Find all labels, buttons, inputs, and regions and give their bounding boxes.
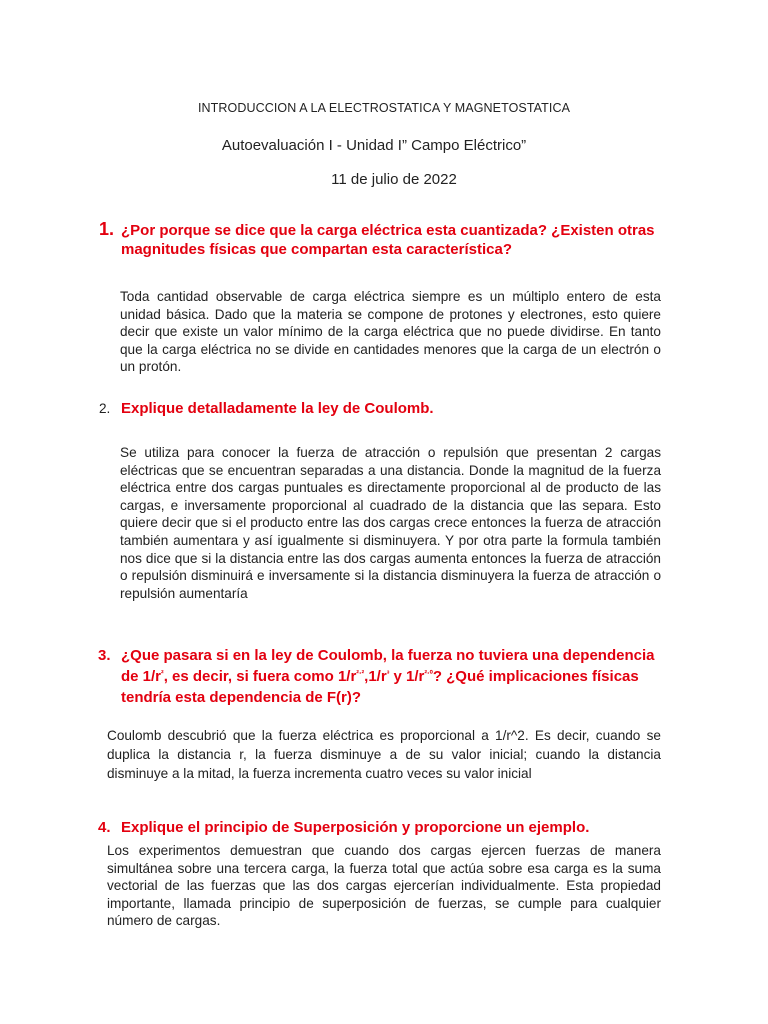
question-3-line-3: tendría esta dependencia de F(r)? bbox=[121, 689, 362, 706]
answer-2 bbox=[120, 444, 661, 602]
document-title: INTRODUCCION A LA ELECTROSTATICA Y MAGNETOSTATICA bbox=[197, 101, 571, 115]
answer-3 bbox=[107, 726, 661, 783]
question-1-text: ¿Por porque se dice que la carga eléctrica esta cuantizada? ¿Existen otras magnitudes físicas que compartan esta característica? bbox=[121, 222, 655, 258]
question-1 bbox=[99, 221, 681, 259]
answer-4 bbox=[107, 842, 661, 930]
question-2-text: Explique detalladamente la ley de Coulomb. bbox=[121, 400, 434, 417]
document-date: 11 de julio de 2022 bbox=[331, 171, 457, 188]
question-2 bbox=[99, 399, 681, 418]
answer-4-text: Los experimentos demuestran que cuando dos cargas ejercen fuerzas de manera simultánea sobre una tercera carga, la fuerza total que actúa sobre esa carga es la suma vectorial de las fuerzas que las dos cargas ejercerían individualmente. Esta propiedad importante, llamada principio de superposición de fuerzas, se cumple para cualquier número de cargas. bbox=[107, 843, 661, 929]
question-3-line-2: de $1/r^{^2}$, es decir, si fuera como $1/r^{^2\cdot^2},1/r^{^3}$ y $1/r^{^2\cdot^0}$? ¿Qué implicaciones físicas bbox=[121, 668, 639, 685]
question-3-number: 3. bbox=[98, 647, 111, 664]
answer-1 bbox=[120, 288, 661, 376]
question-4-number: 4. bbox=[98, 819, 111, 836]
question-2-number: 2. bbox=[99, 401, 111, 416]
question-4-text: Explique el principio de Superposición y proporcione un ejemplo. bbox=[121, 819, 590, 836]
answer-2-text: Se utiliza para conocer la fuerza de atracción o repulsión que presentan 2 cargas eléctricas que se encuentran separadas a una distancia. Donde la magnitud de la fuerza eléctrica entre dos cargas puntuales es directamente proporcional al de producto de las cargas, e inversamente proporcional al cuadrado de la distancia que las separa. Esto quiere decir que si el producto entre las dos cargas crece entonces la fuerza de atracción también aumentara y así igualmente si disminuyera. Y por otra parte la formula también nos dice que si la distancia entre las dos cargas aumenta entonces la fuerza de atracción o repulsión disminuirá e inversamente si la distancia disminuyera la fuerza de atracción o repulsión aumentaría bbox=[120, 445, 661, 601]
answer-1-text: Toda cantidad observable de carga eléctrica siempre es un múltiplo entero de esta unidad básica. Dado que la materia se compone de protones y electrones, esto quiere decir que existe un valor mínimo de la carga eléctrica que no puede dividirse. En tanto que la carga eléctrica no se divide en cantidades menores que la carga de un electrón o un protón. bbox=[120, 289, 661, 375]
question-3-line-1: ¿Que pasara si en la ley de Coulomb, la fuerza no tuviera una dependencia bbox=[121, 647, 655, 664]
answer-3-text: Coulomb descubrió que la fuerza eléctrica es proporcional a 1/r^2. Es decir, cuando se duplica la distancia r, la fuerza disminuye a de su valor inicial; cuando la distancia disminuye a la mitad, la fuerza incrementa cuatro veces su valor inicial bbox=[107, 728, 661, 781]
question-4 bbox=[98, 818, 693, 837]
document-subtitle: Autoevaluación I - Unidad I” Campo Eléctrico” bbox=[221, 137, 527, 154]
question-3 bbox=[98, 645, 693, 708]
question-1-number: 1. bbox=[99, 219, 115, 239]
